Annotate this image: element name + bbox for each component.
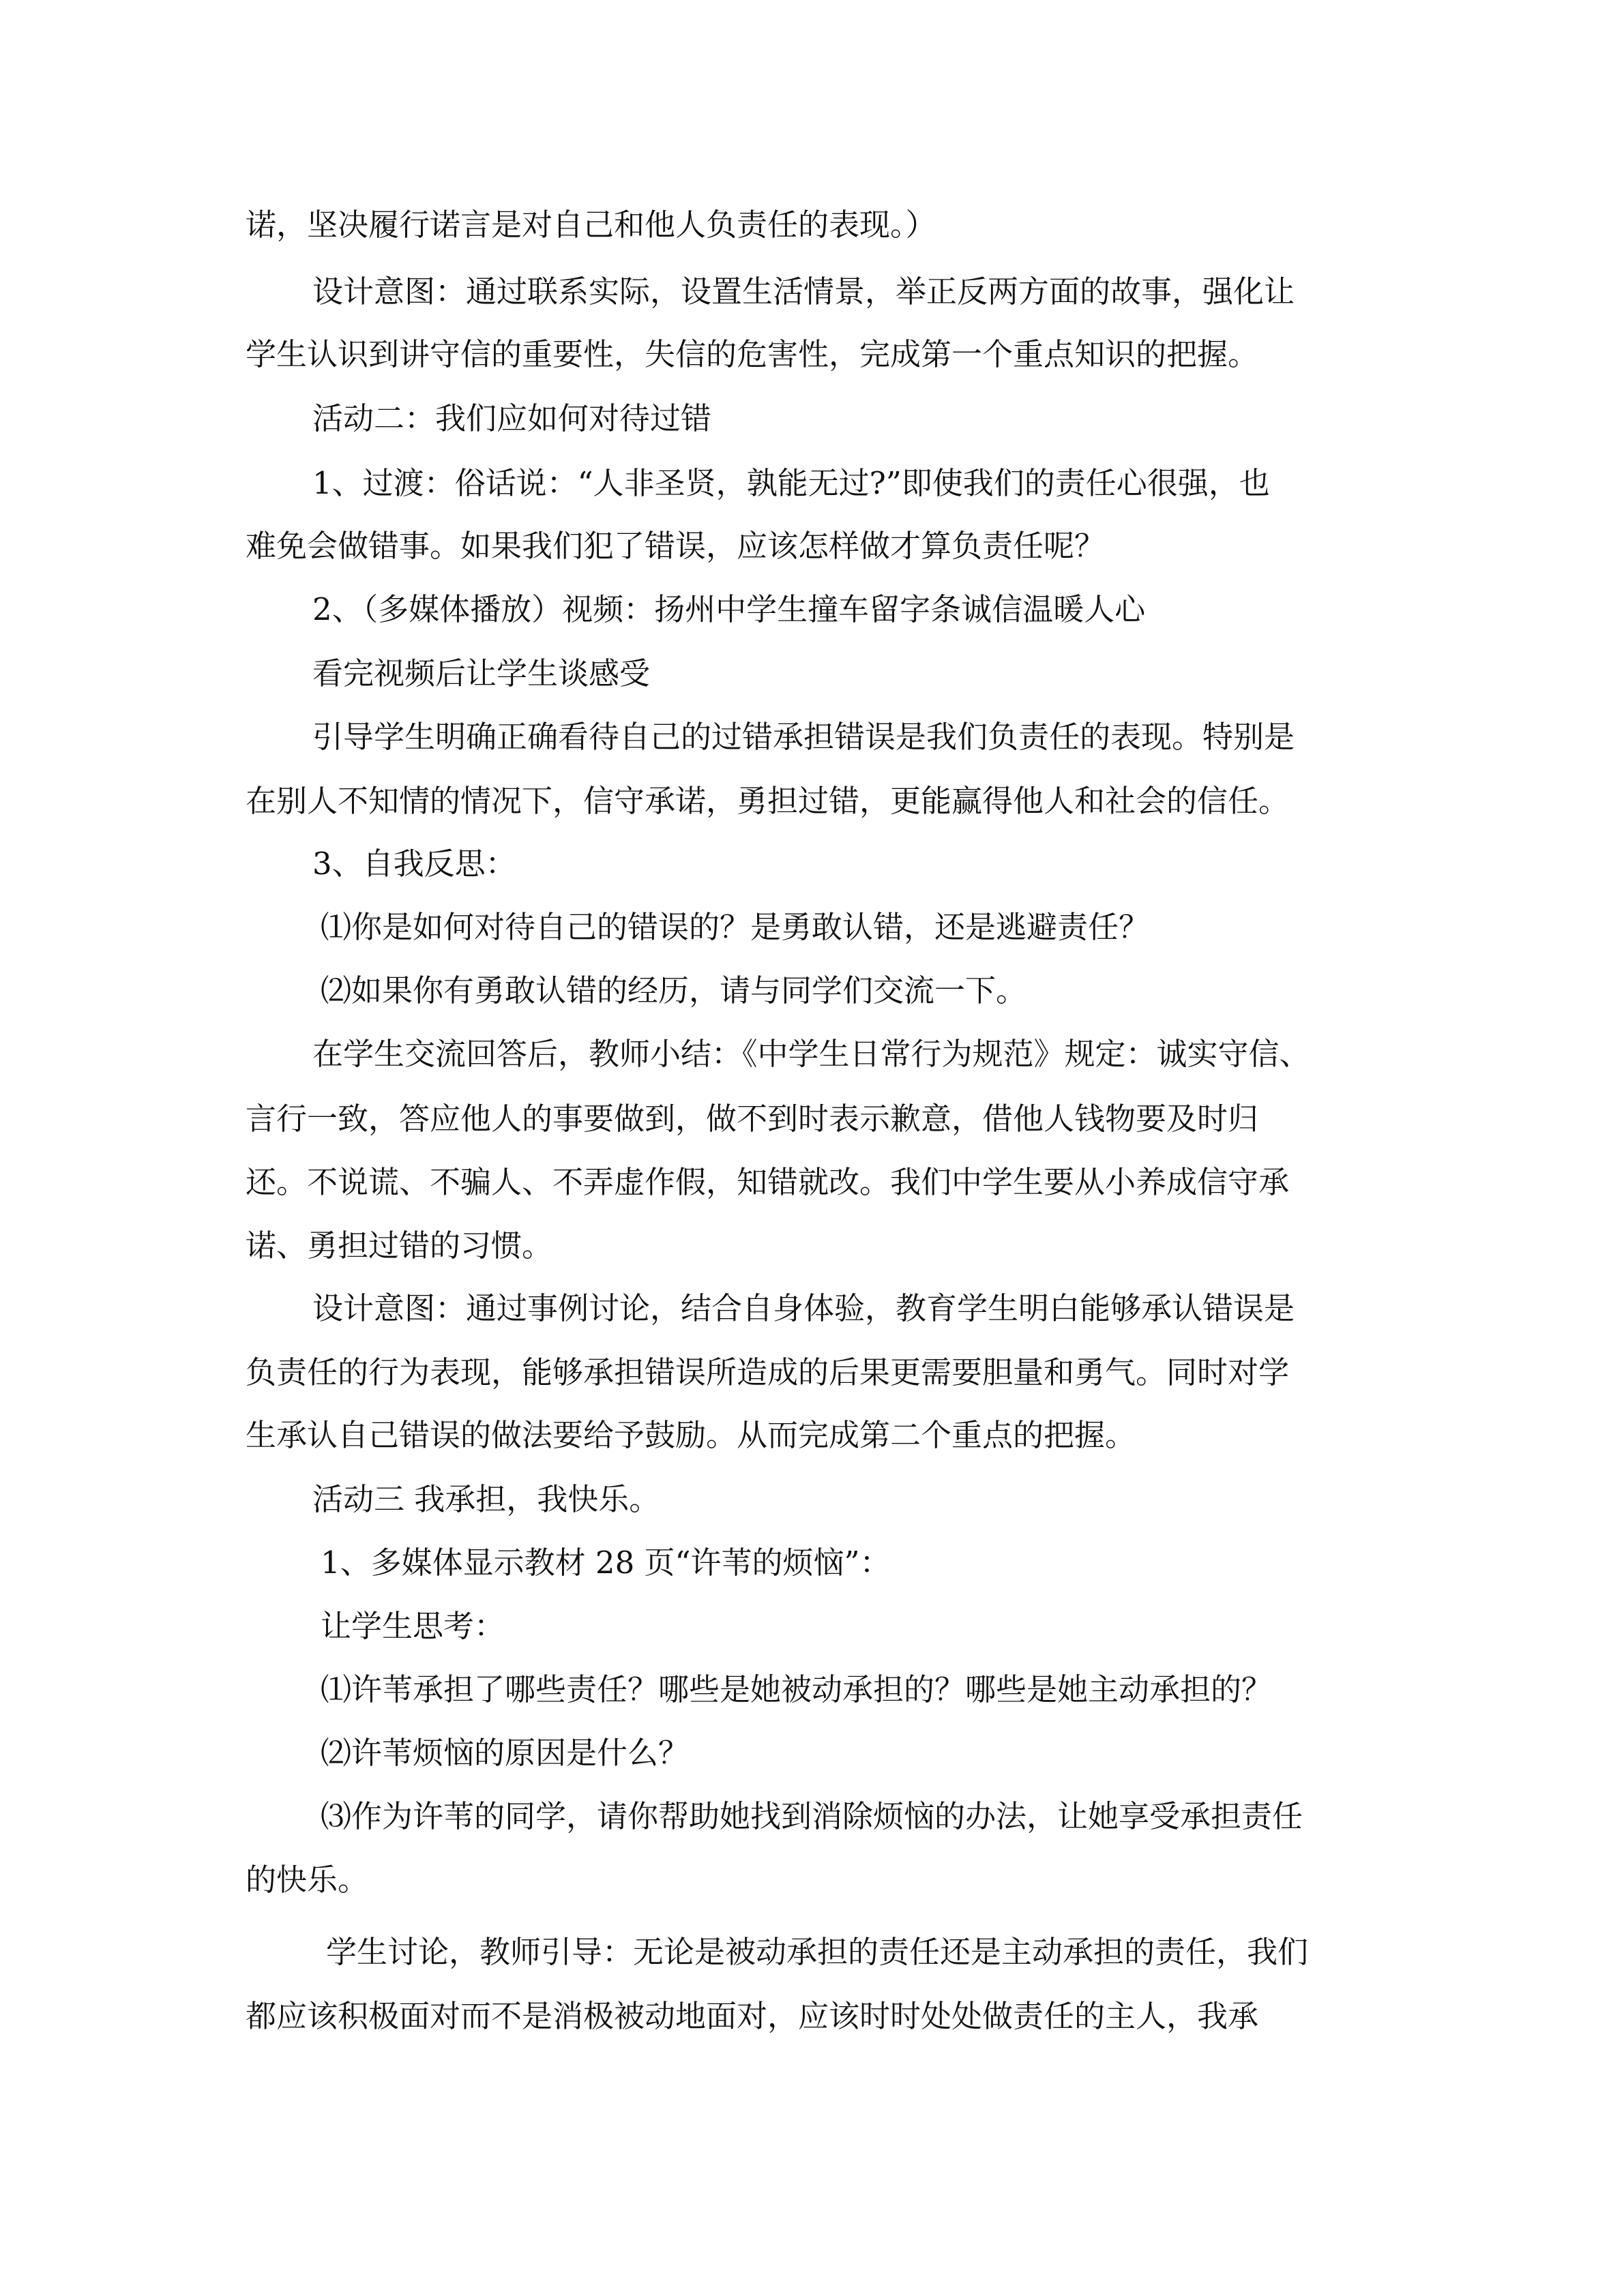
paragraph-line: 3、自我反思：: [312, 846, 516, 882]
paragraph-line: ⑴许苇承担了哪些责任？哪些是她被动承担的？哪些是她主动承担的？: [321, 1671, 1273, 1708]
paragraph-line: 还。不说谎、不骗人、不弄虚作假，知错就改。我们中学生要从小养成信守承: [246, 1164, 1290, 1200]
paragraph-line: ⑵许苇烦恼的原因是什么？: [321, 1735, 690, 1771]
paragraph-line: 让学生思考：: [321, 1608, 505, 1644]
paragraph-line: 在别人不知情的情况下，信守承诺，勇担过错，更能赢得他人和社会的信任。: [246, 783, 1290, 819]
paragraph-line: ⑶作为许苇的同学，请你帮助她找到消除烦恼的办法，让她享受承担责任: [321, 1798, 1303, 1834]
paragraph-line: 2、（多媒体播放）视频：扬州中学生撞车留字条诚信温暖人心: [312, 591, 1146, 627]
paragraph-line: 1、过渡：俗话说：“人非圣贤，孰能无过?”即使我们的责任心很强，也: [312, 465, 1270, 501]
paragraph-line: 诺，坚决履行诺言是对自己和他人负责任的表现。）: [246, 207, 936, 243]
paragraph-line: 的快乐。: [246, 1862, 369, 1898]
paragraph-line: 设计意图：通过联系实际，设置生活情景，举正反两方面的故事，强化让: [312, 273, 1295, 310]
paragraph-line: 言行一致，答应他人的事要做到，做不到时表示歉意，借他人钱物要及时归: [246, 1101, 1259, 1137]
paragraph-line: 看完视频后让学生谈感受: [312, 655, 651, 691]
paragraph-line: 都应该积极面对而不是消极被动地面对，应该时时处处做责任的主人，我承: [246, 1998, 1259, 2034]
paragraph-line: ⑴你是如何对待自己的错误的？是勇敢认错，还是逃避责任？: [321, 909, 1150, 945]
paragraph-line: ⑵如果你有勇敢认错的经历，请与同学们交流一下。: [321, 972, 1027, 1009]
paragraph-line: 引导学生明确正确看待自己的过错承担错误是我们负责任的表现。特别是: [312, 719, 1295, 755]
paragraph-line: 学生认识到讲守信的重要性，失信的危害性，完成第一个重点知识的把握。: [246, 336, 1259, 372]
paragraph-line: 诺、勇担过错的习惯。: [246, 1227, 553, 1264]
paragraph-line: 在学生交流回答后，教师小结：《中学生日常行为规范》规定：诚实守信、: [312, 1036, 1310, 1072]
paragraph-line: 设计意图：通过事例讨论，结合自身体验，教育学生明白能够承认错误是: [312, 1290, 1295, 1326]
paragraph-line: 难免会做错事。如果我们犯了错误，应该怎样做才算负责任呢？: [246, 528, 1106, 564]
paragraph-line: 1、多媒体显示教材 28 页“许苇的烦恼”：: [321, 1545, 891, 1581]
paragraph-line: 活动二：我们应如何对待过错: [312, 400, 712, 436]
paragraph-line: 负责任的行为表现，能够承担错误所造成的后果更需要胆量和勇气。同时对学: [246, 1354, 1290, 1390]
paragraph-line: 生承认自己错误的做法要给予鼓励。从而完成第二个重点的把握。: [246, 1417, 1136, 1453]
paragraph-line: 学生讨论，教师引导：无论是被动承担的责任还是主动承担的责任，我们: [326, 1934, 1309, 1970]
paragraph-line: 活动三 我承担，我快乐。: [312, 1481, 660, 1517]
